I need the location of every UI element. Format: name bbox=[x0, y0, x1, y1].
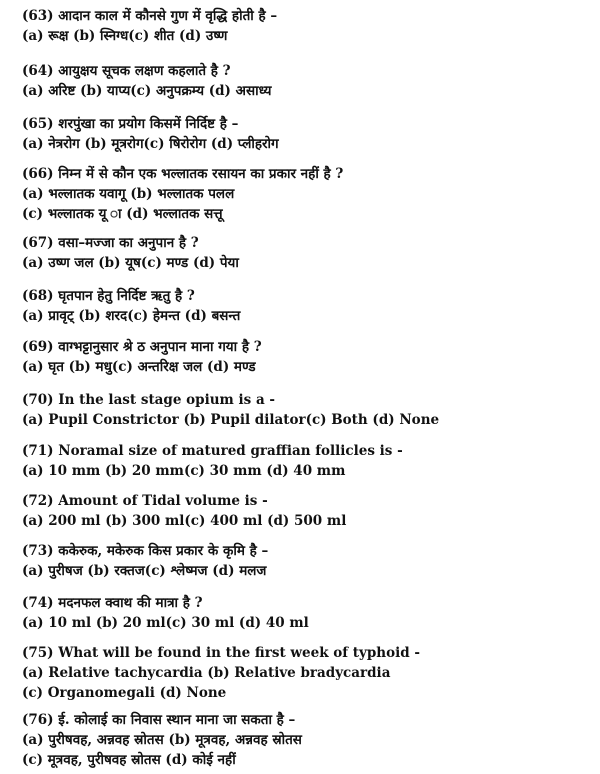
question-text: (71) Noramal size of matured graffian follicles is - bbox=[22, 443, 403, 459]
question-69 bbox=[22, 337, 582, 377]
question-text: (65) शरपुंखा का प्रयोग किसमें निर्दिष्ट है – bbox=[22, 116, 239, 132]
options-line: (a) 10 ml (b) 20 ml(c) 30 ml (d) 40 ml bbox=[22, 615, 309, 631]
options-line: (c) मूत्रवह, पुरीषवह स्रोतस (d) कोई नहीं bbox=[22, 752, 236, 768]
question-76 bbox=[22, 710, 582, 770]
options-line: (a) भल्लातक यवागू (b) भल्लातक पलल bbox=[22, 186, 235, 202]
options-line: (a) घृत (b) मधु(c) अन्तरिक्ष जल (d) मण्ड bbox=[22, 359, 256, 375]
question-64 bbox=[22, 61, 582, 101]
question-71 bbox=[22, 441, 582, 481]
question-text: (64) आयुक्षय सूचक लक्षण कहलाते है ? bbox=[22, 63, 231, 79]
question-text: (75) What will be found in the first week of typhoid - bbox=[22, 645, 420, 661]
options-line: (a) प्रावृट् (b) शरद(c) हेमन्त (d) बसन्त bbox=[22, 308, 241, 324]
options-line: (a) रूक्ष (b) स्निग्ध(c) शीत (d) उष्ण bbox=[22, 28, 228, 44]
question-74 bbox=[22, 593, 582, 633]
question-text: (73) ककेरुक, मकेरुक किस प्रकार के कृमि है – bbox=[22, 543, 269, 559]
options-line: (a) Relative tachycardia (b) Relative bradycardia bbox=[22, 665, 391, 681]
question-63 bbox=[22, 6, 582, 46]
question-65 bbox=[22, 114, 582, 154]
question-text: (72) Amount of Tidal volume is - bbox=[22, 493, 268, 509]
options-line: (a) पुरीषज (b) रक्तज(c) श्लेष्मज (d) मलज bbox=[22, 563, 267, 579]
question-text: (67) वसा–मज्जा का अनुपान है ? bbox=[22, 235, 199, 251]
question-text: (69) वाग्भट्टानुसार श्रे ठ अनुपान माना गया है ? bbox=[22, 339, 262, 355]
options-line: (a) 200 ml (b) 300 ml(c) 400 ml (d) 500 ml bbox=[22, 513, 347, 529]
options-line: (a) पुरीषवह, अन्नवह स्रोतस (b) मूत्रवह, अन्नवह स्रोतस bbox=[22, 732, 302, 748]
question-text: (74) मदनफल क्वाथ की मात्रा है ? bbox=[22, 595, 203, 611]
question-text: (68) घृतपान हेतु निर्दिष्ट ऋतु है ? bbox=[22, 288, 195, 304]
question-67 bbox=[22, 233, 582, 273]
question-text: (70) In the last stage opium is a - bbox=[22, 392, 276, 408]
options-line: (a) अरिष्ट (b) याप्य(c) अनुपक्रम्य (d) असाध्य bbox=[22, 83, 272, 99]
question-text: (66) निम्न में से कौन एक भल्लातक रसायन का प्रकार नहीं है ? bbox=[22, 166, 344, 182]
question-66 bbox=[22, 164, 582, 224]
question-75 bbox=[22, 643, 582, 703]
options-line: (a) उष्ण जल (b) यूष(c) मण्ड (d) पेया bbox=[22, 255, 239, 271]
options-line: (a) नेत्ररोग (b) मूत्ररोग(c) षिरोरोग (d) प्लीहरोग bbox=[22, 136, 279, 152]
question-text: (63) आदान काल में कौनसे गुण में वृद्धि होती है – bbox=[22, 8, 278, 24]
options-line: (c) Organomegali (d) None bbox=[22, 685, 227, 701]
options-line: (a) Pupil Constrictor (b) Pupil dilator(c) Both (d) None bbox=[22, 412, 440, 428]
options-line: (c) भल्लातक यू ा (d) भल्लातक सत्तू bbox=[22, 206, 223, 222]
question-68 bbox=[22, 286, 582, 326]
options-line: (a) 10 mm (b) 20 mm(c) 30 mm (d) 40 mm bbox=[22, 463, 346, 479]
question-text: (76) ई. कोलाई का निवास स्थान माना जा सकता है – bbox=[22, 712, 296, 728]
question-70 bbox=[22, 390, 582, 430]
question-73 bbox=[22, 541, 582, 581]
question-72 bbox=[22, 491, 582, 531]
